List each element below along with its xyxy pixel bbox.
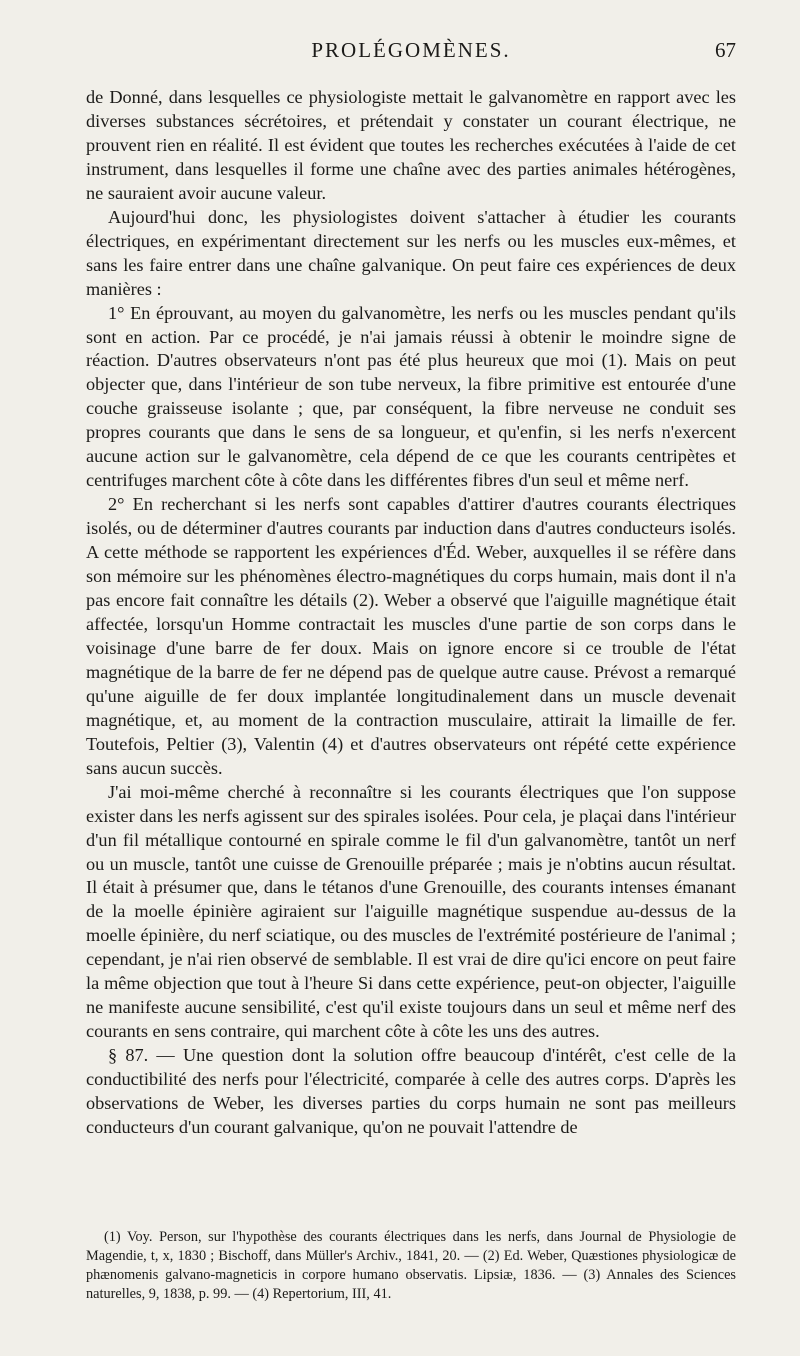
footnotes <box>86 1228 736 1304</box>
paragraph: § 87. — Une question dont la solution offre beaucoup d'intérêt, c'est celle de la conductibilité des nerfs pour l'électricité, comparée à celle des autres corps. D'après les observations de Weber, les diverses parties du corps humain ne sont pas meilleurs conducteurs d'un courant galvanique, qu'on ne pouvait l'attendre de <box>86 1045 736 1137</box>
running-head <box>86 38 736 68</box>
page-number: 67 <box>715 38 736 62</box>
paragraph: J'ai moi-même cherché à reconnaître si les courants électriques que l'on suppose exister dans les nerfs agissent sur des spirales isolées. Pour cela, je plaçai dans l'intérieur d'un fil métallique contourné en spirale comme le fil d'un galvanomètre, tantôt un nerf ou un muscle, tantôt une cuisse de Grenouille préparée ; mais je n'obtins aucun résultat. Il était à présumer que, dans le tétanos d'une Grenouille, des courants intenses émanant de la moelle épinière agiraient sur l'aiguille magnétique suspendue au-dessus de la moelle épinière, du nerf sciatique, ou des muscles de l'extrémité postérieure de l'animal ; cependant, je n'ai rien observé de semblable. Il est vrai de dire qu'ici encore on peut faire la même objection que tout à l'heure Si dans cette expérience, peut-on objecter, l'aiguille ne manifeste aucune sensibilité, c'est qu'il existe toujours dans un seul et même nerf des courants en sens contraire, qui marchent côte à côte les uns des autres. <box>86 781 736 1042</box>
paragraph: de Donné, dans lesquelles ce physiologiste mettait le galvanomètre en rapport avec les diverses substances sécrétoires, et prétendait y constater un courant électrique, ne prouvent rien en réalité. Il est évident que toutes les recherches exécutées à l'aide de cet instrument, dans lesquelles il forme une chaîne avec des parties animales hétérogènes, ne sauraient avoir aucune valeur. <box>86 87 736 203</box>
paragraph: Aujourd'hui donc, les physiologistes doivent s'attacher à étudier les courants électriques, en expérimentant directement sur les nerfs ou les muscles eux-mêmes, et sans les faire entrer dans une chaîne galvanique. On peut faire ces expériences de deux manières : <box>86 206 736 299</box>
body-text <box>86 86 736 1140</box>
running-title: PROLÉGOMÈNES. <box>311 38 511 62</box>
footnote: (1) Voy. Person, sur l'hypothèse des courants électriques dans les nerfs, dans Journal de Physiologie de Magendie, t, x, 1830 ; Bischoff, dans Müller's Archiv., 1841, 20. — (2) Ed. Weber, Quæstiones physiologicæ de phænomenis galvano-magneticis in corpore humano observatis. Lipsiæ, 1836. — (3) Annales des Sciences naturelles, 9, 1838, p. 99. — (4) Repertorium, III, 41. <box>86 1229 736 1302</box>
paragraph: 2° En recherchant si les nerfs sont capables d'attirer d'autres courants électriques isolés, ou de déterminer d'autres courants par induction dans d'autres conducteurs isolés. A cette méthode se rapportent les expériences d'Éd. Weber, auxquelles il se réfère dans son mémoire sur les phénomènes électro-magnétiques du corps humain, mais dont il n'a pas encore fait connaître les détails (2). Weber a observé que l'aiguille magnétique était affectée, lorsqu'un Homme contractait les muscles d'une partie de son corps dans le voisinage d'une barre de fer doux. Mais on ignore encore si ce trouble de l'état magnétique de la barre de fer ne dépend pas de quelque autre cause. Prévost a remarqué qu'une aiguille de fer doux implantée longitudinalement dans un muscle devenait magnétique, et, au moment de la contraction musculaire, attirait la limaille de fer. Toutefois, Peltier (3), Valentin (4) et d'autres observateurs ont répété cette expérience sans aucun succès. <box>86 494 736 778</box>
paragraph: 1° En éprouvant, au moyen du galvanomètre, les nerfs ou les muscles pendant qu'ils sont en action. Par ce procédé, je n'ai jamais réussi à obtenir le moindre signe de réaction. D'autres observateurs n'ont pas été plus heureux que moi (1). Mais on peut objecter que, dans l'intérieur de son tube nerveux, la fibre primitive est entourée d'une couche graisseuse isolante ; que, par conséquent, la fibre nerveuse ne conduit ses propres courants que dans le sens de sa longueur, et qu'enfin, si les nerfs n'exercent aucune action sur le galvanomètre, cela dépend de ce que les courants centripètes et centrifuges marchent côte à côte dans les différentes fibres d'un seul et même nerf. <box>86 302 736 491</box>
